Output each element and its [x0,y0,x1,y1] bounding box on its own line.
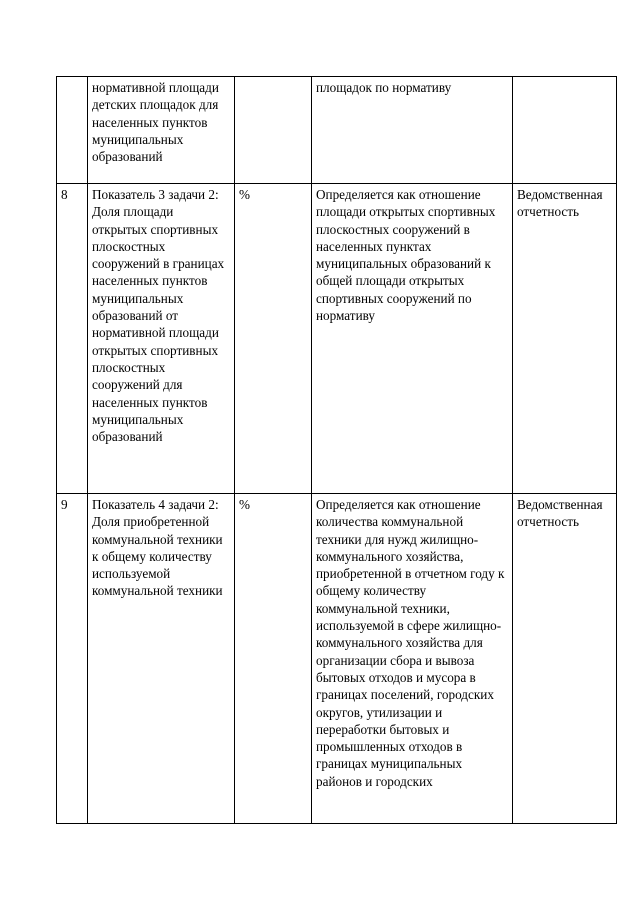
indicator-name: Показатель 4 задачи 2: Доля приобретенной коммунальной техники к общему количеству используемой коммунальной техники [92,497,223,599]
indicators-table [56,76,617,824]
method-cell [312,77,513,184]
data-source: Ведомственная отчетность [517,497,603,530]
method-cell [312,184,513,494]
row-number-cell [57,494,88,824]
row-number: 9 [61,497,68,512]
indicator-name-cell [88,184,235,494]
source-cell [513,494,617,824]
method-cell [312,494,513,824]
calculation-method: площадок по нормативу [316,80,452,95]
unit-cell [235,494,312,824]
calculation-method: Определяется как отношение площади открытых спортивных плоскостных сооружений в населенных пунктах муниципальных образований к общей площади открытых спортивных сооружений по нормативу [316,187,496,324]
table-row [57,184,617,494]
source-cell [513,184,617,494]
unit: % [239,187,250,202]
source-cell [513,77,617,184]
table-row [57,494,617,824]
row-number-cell [57,184,88,494]
indicator-name: нормативной площади детских площадок для населенных пунктов муниципальных образований [92,80,219,165]
table-row [57,77,617,184]
indicator-name-cell [88,77,235,184]
row-number: 8 [61,187,68,202]
indicator-name-cell [88,494,235,824]
unit-cell [235,77,312,184]
data-source: Ведомственная отчетность [517,187,603,220]
row-number-cell [57,77,88,184]
indicator-name: Показатель 3 задачи 2: Доля площади открытых спортивных плоскостных сооружений в границах населенных пунктов муниципальных образований от нормативной площади открытых спортивных плоскостных сооружений для населенных пунктов муниципальных образований [92,187,225,445]
unit: % [239,497,250,512]
unit-cell [235,184,312,494]
calculation-method: Определяется как отношение количества коммунальной техники для нужд жилищно-коммунального хозяйства, приобретенной в отчетном году к общему количеству коммунальной техники, используемой в сфере жилищно-коммунального хозяйства для организации сбора и вывоза бытовых отходов и мусора в границах поселений, городских округов, утилизации и переработки бытовых и промышленных отходов в границах муниципальных районов и городских [316,497,505,789]
